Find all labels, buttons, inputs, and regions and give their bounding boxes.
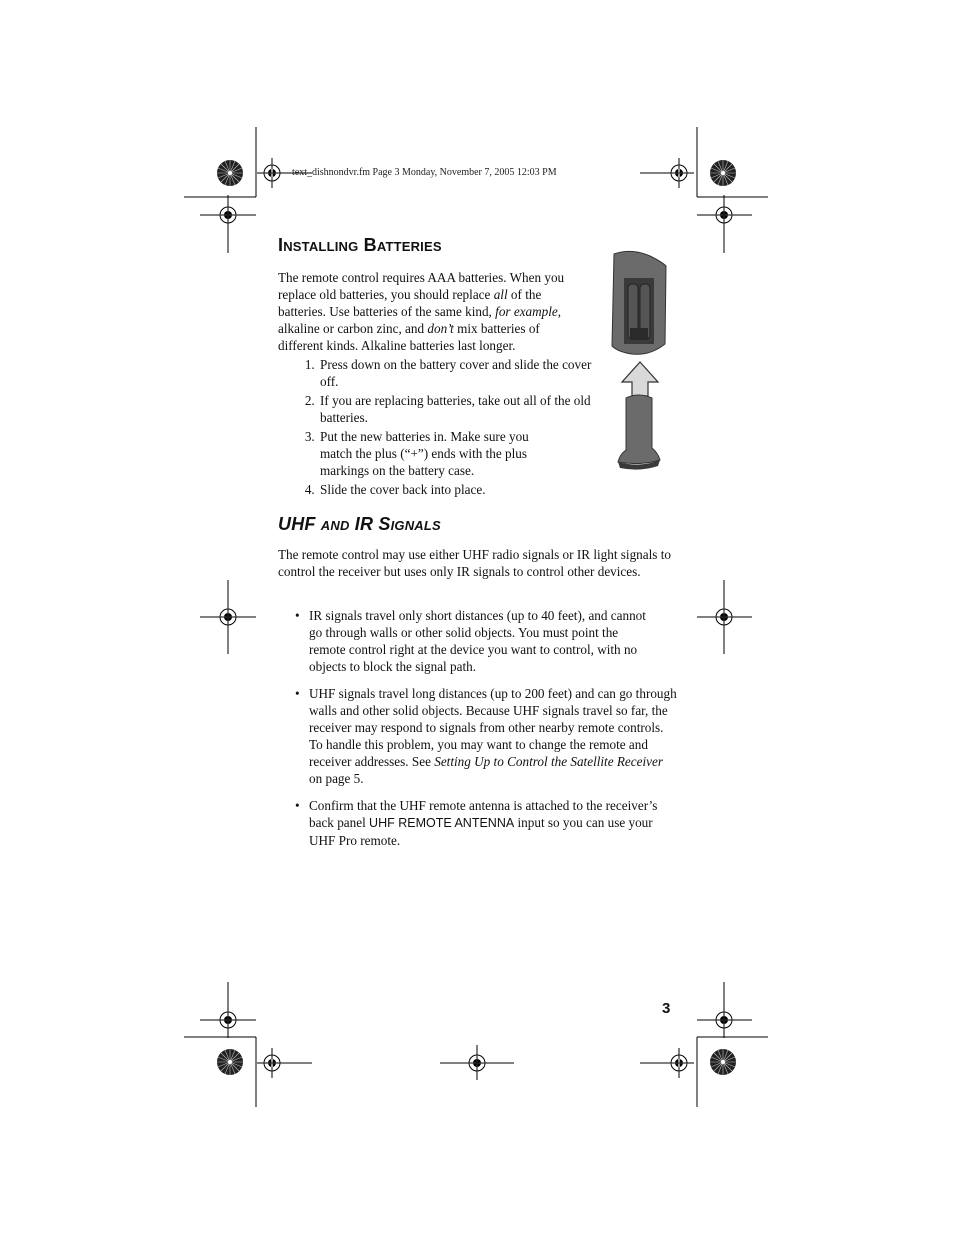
signals-bullets [278, 607, 679, 859]
list-item: • UHF signals travel long distances (up to 200 feet) and can go through walls and other solid objects. Because UHF signals travel so far, the receiver may respond to signals from other nearby remote controls. To handle this problem, you may want to change the remote and receiver addresses. See Setting Up to Control the Satellite Receiver on page 5. [309, 685, 679, 787]
list-item: 2. If you are replacing batteries, take out all of the old batteries. [318, 392, 598, 426]
registration-star-icon [217, 1049, 243, 1075]
batteries-intro: The remote control requires AAA batteries. When you replace old batteries, you should replace all of the batteries. Use batteries of the same kind, for example, alkaline or carbon zinc, and don’t mix batteries of different kinds. Alkaline batteries last longer. [278, 270, 565, 353]
registration-star-icon [217, 160, 243, 186]
remote-battery-cover-illustration [610, 248, 672, 470]
page-number: 3 [662, 1000, 671, 1017]
battery-steps [278, 356, 598, 500]
section-title-uhf-ir: UHF and IR Signals [278, 514, 441, 534]
list-item: • IR signals travel only short distances (up to 40 feet), and cannot go through walls or other solid objects. You must point the remote control right at the device you want to control, with no objects to block the signal path. [309, 607, 654, 675]
list-item: 1. Press down on the battery cover and slide the cover off. [318, 356, 598, 390]
section-title-installing-batteries: Installing Batteries [278, 235, 442, 255]
registration-star-icon [710, 160, 736, 186]
list-item: 3. Put the new batteries in. Make sure you match the plus (“+”) ends with the plus markings on the battery case. [318, 428, 545, 479]
registration-star-icon [710, 1049, 736, 1075]
signals-intro: The remote control may use either UHF radio signals or IR light signals to control the receiver but uses only IR signals to control other devices. [278, 547, 671, 579]
list-item: • Confirm that the UHF remote antenna is attached to the receiver’s back panel UHF REMOTE ANTENNA input so you can use your UHF Pro remote. [309, 797, 679, 849]
list-item: 4. Slide the cover back into place. [318, 481, 598, 498]
file-header: text_dishnondvr.fm Page 3 Monday, November 7, 2005 12:03 PM [292, 167, 557, 178]
